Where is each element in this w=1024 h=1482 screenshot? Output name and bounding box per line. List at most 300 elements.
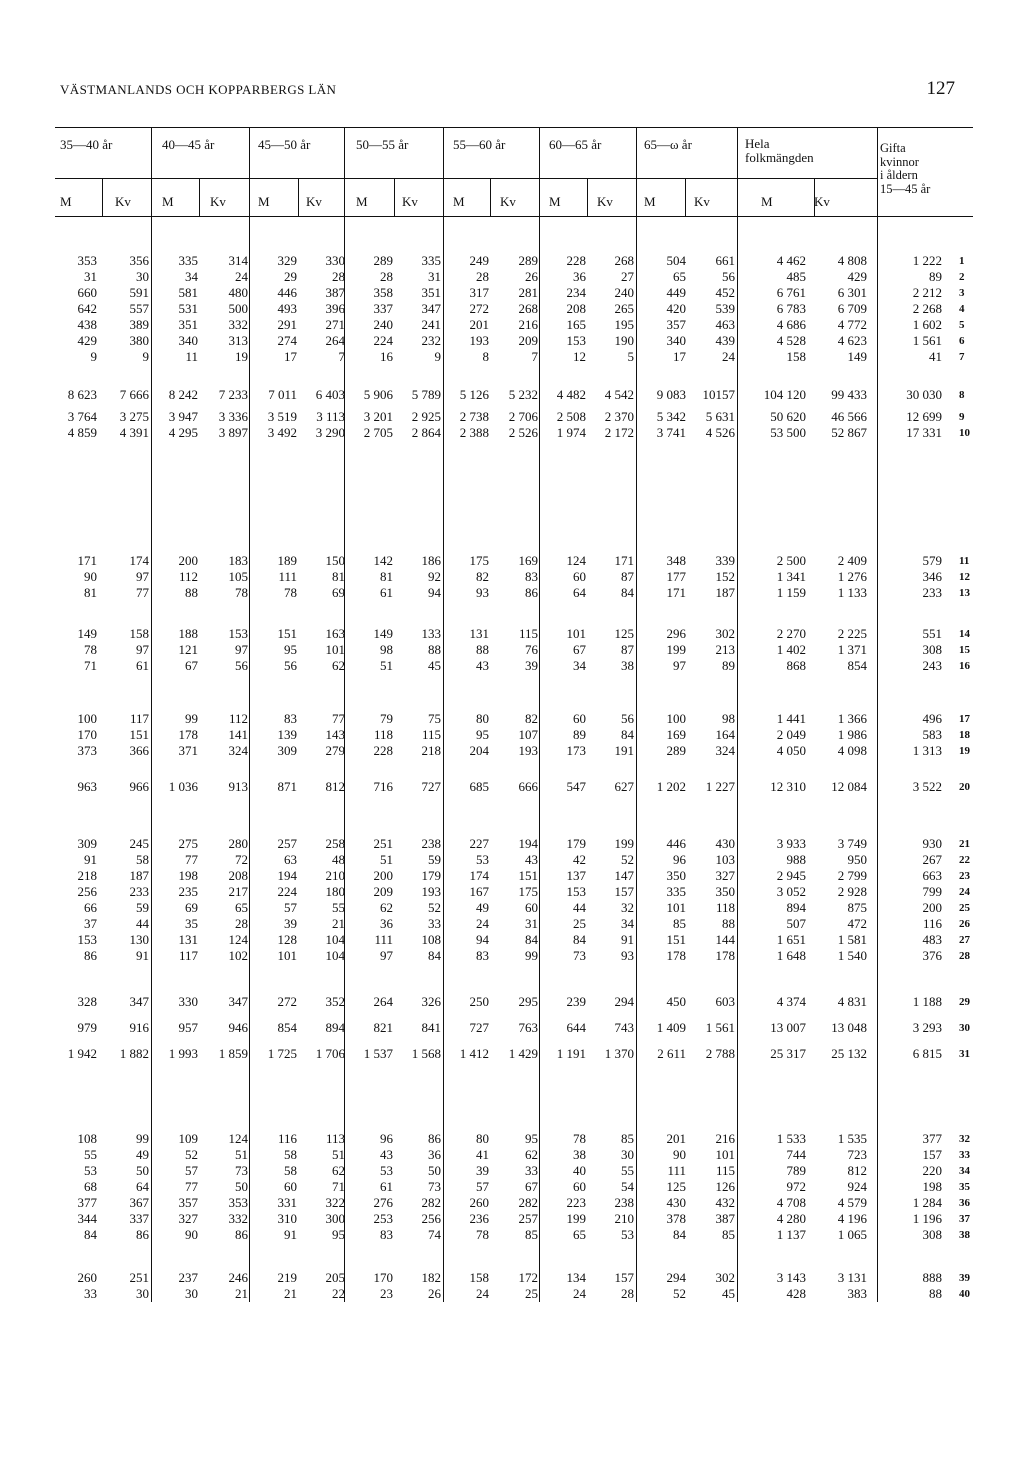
table-cell: 49 — [136, 1147, 149, 1162]
table-cell: 95 — [476, 727, 489, 742]
table-cell: 94 — [476, 932, 489, 947]
table-cell: 387 — [715, 1211, 735, 1226]
table-cell: 31 — [84, 269, 97, 284]
page-title: VÄSTMANLANDS OCH KOPPARBERGS LÄN — [60, 82, 337, 97]
table-cell: 86 — [428, 1131, 441, 1146]
table-cell: 5 906 — [363, 387, 393, 402]
table-cell: 1 402 — [776, 642, 806, 657]
table-cell: 2 706 — [508, 409, 538, 424]
table-cell: 12 310 — [770, 779, 806, 794]
table-cell: 3 201 — [363, 409, 393, 424]
table-cell: 24 — [476, 1286, 489, 1301]
table-cell: 854 — [847, 658, 867, 673]
table-cell: 64 — [573, 585, 586, 600]
table-cell: 84 — [621, 727, 634, 742]
table-cell: 30 030 — [906, 387, 942, 402]
table-cell: 39 — [284, 916, 297, 931]
table-cell: 210 — [614, 1211, 634, 1226]
table-cell: 1 159 — [776, 585, 806, 600]
table-cell: 327 — [178, 1211, 198, 1226]
table-cell: 6 783 — [776, 301, 806, 316]
table-cell: 216 — [715, 1131, 735, 1146]
table-cell: 1 561 — [705, 1020, 735, 1035]
table-cell: 1 313 — [912, 743, 942, 758]
table-cell: 165 — [566, 317, 586, 332]
table-cell: 43 — [525, 852, 538, 867]
table-cell: 661 — [715, 253, 735, 268]
table-cell: 350 — [715, 884, 735, 899]
table-cell: 198 — [178, 868, 198, 883]
table-cell: 102 — [228, 948, 248, 963]
table-cell: 199 — [614, 836, 634, 851]
table-cell: 217 — [228, 884, 248, 899]
table-cell: 208 — [228, 868, 248, 883]
table-cell: 37 — [84, 916, 97, 931]
table-cell: 189 — [277, 553, 297, 568]
table-cell: 387 — [325, 285, 345, 300]
group-label-40-45: 40—45 år — [162, 137, 215, 152]
table-cell: 121 — [178, 642, 198, 657]
table-cell: 380 — [129, 333, 149, 348]
table-cell: 60 — [573, 1179, 586, 1194]
table-cell: 275 — [178, 836, 198, 851]
table-cell: 2 388 — [459, 425, 489, 440]
table-cell: 182 — [421, 1270, 441, 1285]
table-cell: 539 — [715, 301, 735, 316]
table-cell: 99 — [185, 711, 198, 726]
table-cell: 854 — [277, 1020, 297, 1035]
table-cell: 88 — [185, 585, 198, 600]
table-cell: 32 — [621, 900, 634, 915]
table-cell: 216 — [518, 317, 538, 332]
table-cell: 88 — [428, 642, 441, 657]
table-cell: 3 933 — [776, 836, 806, 851]
table-cell: 258 — [325, 836, 345, 851]
table-cell: 57 — [185, 1163, 198, 1178]
table-cell: 82 — [525, 711, 538, 726]
table-cell: 130 — [129, 932, 149, 947]
table-cell: 71 — [84, 658, 97, 673]
table-cell: 199 — [666, 642, 686, 657]
table-cell: 75 — [428, 711, 441, 726]
table-cell: 339 — [715, 553, 735, 568]
table-cell: 642 — [77, 301, 97, 316]
table-cell: 789 — [786, 1163, 806, 1178]
table-cell: 173 — [566, 743, 586, 758]
table-cell: 50 — [235, 1179, 248, 1194]
table-cell: 3 052 — [776, 884, 806, 899]
table-cell: 117 — [178, 948, 198, 963]
table-cell: 67 — [573, 642, 586, 657]
table-cell: 249 — [469, 253, 489, 268]
row-number: 19 — [959, 745, 970, 757]
table-cell: 88 — [929, 1286, 942, 1301]
table-cell: 8 623 — [67, 387, 97, 402]
table-cell: 296 — [666, 626, 686, 641]
table-cell: 1 537 — [363, 1046, 393, 1061]
table-cell: 351 — [421, 285, 441, 300]
table-cell: 2 526 — [508, 425, 538, 440]
table-cell: 7 — [338, 349, 345, 364]
table-cell: 429 — [847, 269, 867, 284]
table-cell: 81 — [84, 585, 97, 600]
table-cell: 340 — [666, 333, 686, 348]
table-cell: 1 986 — [837, 727, 867, 742]
table-cell: 111 — [278, 569, 297, 584]
table-cell: 200 — [178, 553, 198, 568]
table-cell: 97 — [235, 642, 248, 657]
table-cell: 6 709 — [837, 301, 867, 316]
table-cell: 78 — [284, 585, 297, 600]
table-cell: 356 — [129, 253, 149, 268]
table-cell: 90 — [185, 1227, 198, 1242]
table-cell: 56 — [621, 711, 634, 726]
table-cell: 257 — [277, 836, 297, 851]
table-cell: 332 — [228, 1211, 248, 1226]
table-cell: 347 — [129, 994, 149, 1009]
table-cell: 113 — [325, 1131, 345, 1146]
sub-label-m: M — [356, 194, 368, 209]
table-cell: 4 579 — [837, 1195, 867, 1210]
table-cell: 85 — [621, 1131, 634, 1146]
table-cell: 353 — [77, 253, 97, 268]
table-cell: 340 — [178, 333, 198, 348]
table-cell: 328 — [77, 994, 97, 1009]
table-cell: 76 — [525, 642, 538, 657]
table-cell: 101 — [277, 948, 297, 963]
row-number: 1 — [959, 255, 965, 267]
table-cell: 210 — [325, 868, 345, 883]
row-number: 13 — [959, 587, 970, 599]
row-number: 7 — [959, 351, 965, 363]
table-cell: 151 — [666, 932, 686, 947]
table-cell: 53 — [84, 1163, 97, 1178]
table-cell: 87 — [621, 569, 634, 584]
sub-label-kv: Kv — [597, 194, 613, 209]
table-cell: 25 — [525, 1286, 538, 1301]
table-cell: 743 — [614, 1020, 634, 1035]
table-cell: 174 — [129, 553, 149, 568]
table-cell: 59 — [428, 852, 441, 867]
table-cell: 9 083 — [656, 387, 686, 402]
table-cell: 239 — [566, 994, 586, 1009]
table-cell: 62 — [525, 1147, 538, 1162]
table-cell: 56 — [235, 658, 248, 673]
table-cell: 420 — [666, 301, 686, 316]
table-cell: 744 — [786, 1147, 806, 1162]
table-cell: 644 — [566, 1020, 586, 1035]
table-cell: 194 — [277, 868, 297, 883]
row-number: 10 — [959, 427, 970, 439]
table-cell: 72 — [235, 852, 248, 867]
table-cell: 376 — [922, 948, 942, 963]
table-cell: 5 232 — [508, 387, 538, 402]
table-cell: 6 815 — [912, 1046, 942, 1061]
table-cell: 101 — [666, 900, 686, 915]
table-cell: 151 — [518, 868, 538, 883]
table-cell: 1 568 — [411, 1046, 441, 1061]
table-cell: 84 — [621, 585, 634, 600]
table-cell: 799 — [922, 884, 942, 899]
table-cell: 727 — [469, 1020, 489, 1035]
table-cell: 972 — [786, 1179, 806, 1194]
table-cell: 105 — [228, 569, 248, 584]
table-cell: 4 808 — [837, 253, 867, 268]
table-cell: 1 581 — [837, 932, 867, 947]
table-cell: 157 — [614, 1270, 634, 1285]
row-number: 3 — [959, 287, 965, 299]
table-cell: 73 — [573, 948, 586, 963]
table-cell: 310 — [277, 1211, 297, 1226]
table-cell: 55 — [84, 1147, 97, 1162]
table-cell: 3 290 — [315, 425, 345, 440]
table-cell: 238 — [614, 1195, 634, 1210]
table-cell: 153 — [77, 932, 97, 947]
sub-label-kv: Kv — [500, 194, 516, 209]
table-cell: 152 — [715, 569, 735, 584]
table-cell: 1 706 — [315, 1046, 345, 1061]
table-cell: 83 — [525, 569, 538, 584]
table-cell: 115 — [715, 1163, 735, 1178]
table-cell: 335 — [178, 253, 198, 268]
table-cell: 3 947 — [168, 409, 198, 424]
table-cell: 45 — [722, 1286, 735, 1301]
table-cell: 151 — [129, 727, 149, 742]
table-cell: 227 — [469, 836, 489, 851]
table-cell: 326 — [421, 994, 441, 1009]
table-cell: 1 409 — [656, 1020, 686, 1035]
table-cell: 43 — [476, 658, 489, 673]
table-cell: 115 — [518, 626, 538, 641]
table-cell: 209 — [518, 333, 538, 348]
table-cell: 5 — [627, 349, 634, 364]
sub-label-m: M — [258, 194, 270, 209]
table-cell: 2 738 — [459, 409, 489, 424]
table-cell: 108 — [77, 1131, 97, 1146]
table-cell: 147 — [614, 868, 634, 883]
table-cell: 177 — [666, 569, 686, 584]
table-cell: 2 409 — [837, 553, 867, 568]
table-cell: 34 — [621, 916, 634, 931]
table-cell: 2 508 — [556, 409, 586, 424]
table-cell: 90 — [673, 1147, 686, 1162]
table-cell: 125 — [666, 1179, 686, 1194]
table-cell: 353 — [228, 1195, 248, 1210]
row-number: 20 — [959, 781, 970, 793]
table-cell: 134 — [566, 1270, 586, 1285]
table-cell: 77 — [332, 711, 345, 726]
table-cell: 170 — [77, 727, 97, 742]
table-cell: 178 — [715, 948, 735, 963]
table-cell: 12 699 — [906, 409, 942, 424]
table-cell: 158 — [469, 1270, 489, 1285]
table-cell: 58 — [284, 1147, 297, 1162]
table-cell: 1 284 — [912, 1195, 942, 1210]
table-cell: 125 — [614, 626, 634, 641]
table-cell: 366 — [129, 743, 149, 758]
table-cell: 1 882 — [119, 1046, 149, 1061]
table-cell: 21 — [332, 916, 345, 931]
table-cell: 90 — [84, 569, 97, 584]
table-cell: 97 — [673, 658, 686, 673]
table-cell: 133 — [421, 626, 441, 641]
table-cell: 186 — [421, 553, 441, 568]
table-cell: 44 — [573, 900, 586, 915]
table-cell: 30 — [136, 269, 149, 284]
table-cell: 174 — [469, 868, 489, 883]
table-cell: 979 — [77, 1020, 97, 1035]
table-cell: 332 — [228, 317, 248, 332]
table-cell: 348 — [666, 553, 686, 568]
table-cell: 377 — [922, 1131, 942, 1146]
table-cell: 97 — [380, 948, 393, 963]
table-cell: 358 — [373, 285, 393, 300]
table-cell: 204 — [469, 743, 489, 758]
table-cell: 85 — [722, 1227, 735, 1242]
table-cell: 4 098 — [837, 743, 867, 758]
table-cell: 52 — [428, 900, 441, 915]
table-cell: 224 — [373, 333, 393, 348]
table-cell: 1 412 — [459, 1046, 489, 1061]
table-cell: 68 — [84, 1179, 97, 1194]
table-cell: 11 — [185, 349, 198, 364]
table-cell: 139 — [277, 727, 297, 742]
table-cell: 62 — [332, 658, 345, 673]
table-cell: 6 301 — [837, 285, 867, 300]
table-cell: 327 — [715, 868, 735, 883]
table-cell: 200 — [373, 868, 393, 883]
table-cell: 450 — [666, 994, 686, 1009]
table-cell: 257 — [518, 1211, 538, 1226]
table-cell: 95 — [332, 1227, 345, 1242]
table-cell: 178 — [178, 727, 198, 742]
table-cell: 172 — [518, 1270, 538, 1285]
table-cell: 64 — [136, 1179, 149, 1194]
row-number: 8 — [959, 389, 965, 401]
table-cell: 4 280 — [776, 1211, 806, 1226]
table-cell: 21 — [235, 1286, 248, 1301]
table-cell: 913 — [228, 779, 248, 794]
table-cell: 74 — [428, 1227, 441, 1242]
table-cell: 300 — [325, 1211, 345, 1226]
table-cell: 685 — [469, 779, 489, 794]
table-cell: 23 — [380, 1286, 393, 1301]
table-cell: 4 050 — [776, 743, 806, 758]
table-cell: 224 — [277, 884, 297, 899]
table-cell: 337 — [373, 301, 393, 316]
table-cell: 10157 — [702, 387, 735, 402]
table-cell: 274 — [277, 333, 297, 348]
table-cell: 223 — [566, 1195, 586, 1210]
table-cell: 232 — [421, 333, 441, 348]
table-cell: 81 — [380, 569, 393, 584]
table-cell: 89 — [929, 269, 942, 284]
table-cell: 309 — [77, 836, 97, 851]
table-cell: 61 — [136, 658, 149, 673]
table-cell: 335 — [666, 884, 686, 899]
table-cell: 4 528 — [776, 333, 806, 348]
table-cell: 124 — [566, 553, 586, 568]
table-cell: 4 772 — [837, 317, 867, 332]
table-cell: 115 — [421, 727, 441, 742]
table-cell: 3 741 — [656, 425, 686, 440]
table-cell: 347 — [421, 301, 441, 316]
table-cell: 251 — [129, 1270, 149, 1285]
table-cell: 9 — [90, 349, 97, 364]
table-cell: 250 — [469, 994, 489, 1009]
table-cell: 163 — [325, 626, 345, 641]
table-cell: 3 519 — [267, 409, 297, 424]
row-number: 29 — [959, 996, 970, 1008]
table-cell: 17 — [673, 349, 686, 364]
table-cell: 2 945 — [776, 868, 806, 883]
table-cell: 2 270 — [776, 626, 806, 641]
row-number: 38 — [959, 1229, 970, 1241]
table-cell: 38 — [573, 1147, 586, 1162]
table-cell: 373 — [77, 743, 97, 758]
table-cell: 57 — [476, 1179, 489, 1194]
table-cell: 1 133 — [837, 585, 867, 600]
table-cell: 28 — [380, 269, 393, 284]
row-number: 28 — [959, 950, 970, 962]
table-cell: 96 — [673, 852, 686, 867]
table-cell: 117 — [129, 711, 149, 726]
row-number: 18 — [959, 729, 970, 741]
table-cell: 86 — [84, 948, 97, 963]
table-cell: 95 — [284, 642, 297, 657]
table-cell: 3 522 — [912, 779, 942, 794]
table-cell: 158 — [786, 349, 806, 364]
table-cell: 60 — [573, 569, 586, 584]
table-cell: 24 — [722, 349, 735, 364]
table-cell: 9 — [434, 349, 441, 364]
table-cell: 25 317 — [770, 1046, 806, 1061]
table-cell: 95 — [525, 1131, 538, 1146]
table-cell: 67 — [185, 658, 198, 673]
table-cell: 17 331 — [906, 425, 942, 440]
group-label-60-65: 60—65 år — [549, 137, 602, 152]
row-number: 4 — [959, 303, 965, 315]
table-cell: 180 — [325, 884, 345, 899]
table-cell: 2 268 — [912, 301, 942, 316]
table-cell: 164 — [715, 727, 735, 742]
row-number: 24 — [959, 886, 970, 898]
table-cell: 101 — [325, 642, 345, 657]
table-cell: 143 — [325, 727, 345, 742]
table-cell: 104 120 — [763, 387, 806, 402]
table-cell: 88 — [722, 916, 735, 931]
table-cell: 260 — [77, 1270, 97, 1285]
table-cell: 201 — [666, 1131, 686, 1146]
table-cell: 291 — [277, 317, 297, 332]
table-cell: 50 — [136, 1163, 149, 1178]
row-number: 23 — [959, 870, 970, 882]
table-cell: 4 708 — [776, 1195, 806, 1210]
table-cell: 276 — [373, 1195, 393, 1210]
table-cell: 4 196 — [837, 1211, 867, 1226]
table-cell: 1 191 — [556, 1046, 586, 1061]
table-cell: 352 — [325, 994, 345, 1009]
table-cell: 234 — [566, 285, 586, 300]
table-cell: 100 — [666, 711, 686, 726]
group-label-65-omega: 65—ω år — [644, 137, 692, 152]
table-cell: 496 — [922, 711, 942, 726]
table-cell: 35 — [185, 916, 198, 931]
table-cell: 308 — [922, 1227, 942, 1242]
table-cell: 19 — [235, 349, 248, 364]
table-cell: 4 542 — [604, 387, 634, 402]
table-cell: 950 — [847, 852, 867, 867]
